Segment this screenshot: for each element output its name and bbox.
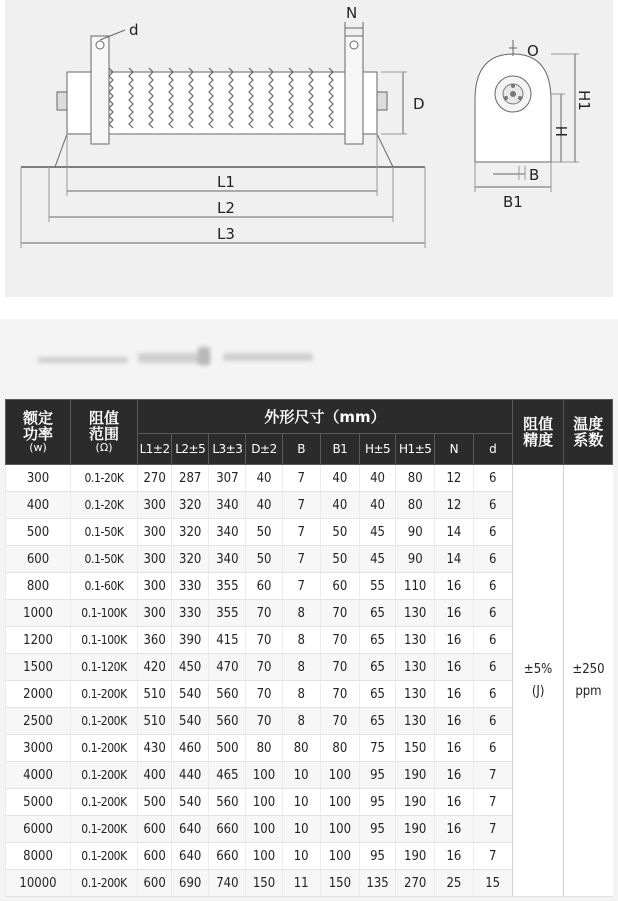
table-cell: 300 (138, 600, 172, 627)
table-cell: 800 (6, 573, 71, 600)
table-cell: 80 (396, 492, 435, 519)
table-cell: 4000 (6, 762, 71, 789)
header-temp-coefficient: 温度 系数 (564, 400, 613, 465)
spec-section (0, 319, 618, 901)
table-cell: 340 (209, 546, 246, 573)
table-cell: 465 (209, 762, 246, 789)
table-cell: 0.1-200K (71, 870, 138, 897)
table-cell: 460 (172, 735, 209, 762)
table-cell: 10 (282, 762, 320, 789)
table-cell: 45 (359, 546, 395, 573)
table-cell: 70 (320, 600, 359, 627)
table-cell: 600 (138, 816, 172, 843)
table-cell: 80 (282, 735, 320, 762)
table-cell: 640 (172, 816, 209, 843)
label-H1: H1 (575, 90, 593, 111)
side-view (475, 40, 593, 211)
table-cell: 1000 (6, 600, 71, 627)
table-cell: 660 (209, 816, 246, 843)
table-cell: 95 (359, 843, 395, 870)
table-cell: 100 (320, 816, 359, 843)
header-dimensions: 外形尺寸（mm） (138, 400, 513, 434)
temp-coefficient-cell: ±250 ppm (564, 465, 613, 897)
table-cell: 100 (246, 843, 282, 870)
table-cell: 300 (138, 519, 172, 546)
table-cell: 355 (209, 600, 246, 627)
subheader-cell: B1 (320, 434, 359, 465)
table-cell: 50 (246, 519, 282, 546)
table-cell: 300 (6, 465, 71, 492)
table-cell: 6 (473, 465, 512, 492)
table-cell: 690 (172, 870, 209, 897)
table-cell: 6 (473, 573, 512, 600)
subheader-cell: L2±5 (172, 434, 209, 465)
table-cell: 600 (138, 870, 172, 897)
table-cell: 100 (320, 789, 359, 816)
table-cell: 0.1-200K (71, 816, 138, 843)
table-cell: 190 (396, 843, 435, 870)
table-cell: 0.1-200K (71, 789, 138, 816)
table-cell: 600 (6, 546, 71, 573)
label-B: B (529, 166, 540, 184)
table-cell: 80 (320, 735, 359, 762)
table-cell: 540 (172, 789, 209, 816)
table-cell: 0.1-100K (71, 600, 138, 627)
table-cell: 130 (396, 600, 435, 627)
table-cell: 7 (473, 762, 512, 789)
table-row (6, 465, 613, 492)
subheader-cell: H1±5 (396, 434, 435, 465)
table-cell: 320 (172, 492, 209, 519)
table-cell: 70 (320, 654, 359, 681)
table-cell: 560 (209, 681, 246, 708)
table-cell: 330 (172, 573, 209, 600)
table-cell: 2000 (6, 681, 71, 708)
table-cell: 420 (138, 654, 172, 681)
table-cell: 130 (396, 708, 435, 735)
table-cell: 600 (138, 843, 172, 870)
table-cell: 300 (138, 492, 172, 519)
table-cell: 11 (282, 870, 320, 897)
table-cell: 740 (209, 870, 246, 897)
subheader-cell: L3±3 (209, 434, 246, 465)
table-cell: 500 (6, 519, 71, 546)
table-cell: 75 (359, 735, 395, 762)
table-cell: 3000 (6, 735, 71, 762)
table-cell: 70 (320, 681, 359, 708)
table-cell: 150 (396, 735, 435, 762)
dimension-diagram (5, 0, 613, 297)
table-cell: 130 (396, 654, 435, 681)
table-cell: 110 (396, 573, 435, 600)
table-cell: 10 (282, 789, 320, 816)
label-O: O (527, 42, 539, 60)
table-cell: 0.1-20K (71, 465, 138, 492)
table-cell: 0.1-200K (71, 735, 138, 762)
table-cell: 0.1-100K (71, 627, 138, 654)
table-cell: 135 (359, 870, 395, 897)
table-cell: 0.1-50K (71, 519, 138, 546)
label-L2: L2 (217, 199, 235, 217)
table-cell: 0.1-200K (71, 681, 138, 708)
table-cell: 70 (246, 681, 282, 708)
label-L3: L3 (217, 225, 235, 243)
spec-table (5, 399, 613, 897)
table-cell: 70 (246, 627, 282, 654)
table-cell: 10 (282, 816, 320, 843)
table-cell: 0.1-200K (71, 843, 138, 870)
table-cell: 65 (359, 654, 395, 681)
table-cell: 6000 (6, 816, 71, 843)
table-cell: 14 (435, 546, 473, 573)
table-cell: 190 (396, 816, 435, 843)
table-cell: 1500 (6, 654, 71, 681)
table-cell: 65 (359, 627, 395, 654)
table-cell: 400 (6, 492, 71, 519)
table-cell: 6 (473, 654, 512, 681)
label-N: N (346, 4, 358, 22)
table-cell: 40 (359, 492, 395, 519)
table-cell: 560 (209, 789, 246, 816)
table-cell: 40 (320, 465, 359, 492)
table-cell: 55 (359, 573, 395, 600)
table-cell: 40 (246, 492, 282, 519)
label-L1: L1 (217, 173, 235, 191)
table-cell: 15 (473, 870, 512, 897)
table-cell: 80 (246, 735, 282, 762)
subheader-cell: L1±2 (138, 434, 172, 465)
table-cell: 100 (246, 789, 282, 816)
table-cell: 7 (282, 546, 320, 573)
subheader-cell: N (435, 434, 473, 465)
table-cell: 0.1-20K (71, 492, 138, 519)
accuracy-cell: ±5% (J) (512, 465, 564, 897)
table-cell: 270 (396, 870, 435, 897)
table-cell: 560 (209, 708, 246, 735)
table-cell: 16 (435, 735, 473, 762)
table-cell: 7 (473, 843, 512, 870)
table-cell: 40 (246, 465, 282, 492)
table-cell: 6 (473, 681, 512, 708)
table-cell: 6 (473, 519, 512, 546)
label-H: H (553, 125, 571, 137)
table-cell: 0.1-200K (71, 708, 138, 735)
table-cell: 300 (138, 546, 172, 573)
table-cell: 16 (435, 627, 473, 654)
table-cell: 7 (473, 789, 512, 816)
table-cell: 150 (246, 870, 282, 897)
table-cell: 100 (320, 762, 359, 789)
table-cell: 65 (359, 600, 395, 627)
table-cell: 0.1-60K (71, 573, 138, 600)
table-cell: 390 (172, 627, 209, 654)
table-cell: 340 (209, 492, 246, 519)
table-cell: 330 (172, 600, 209, 627)
table-cell: 70 (246, 600, 282, 627)
table-cell: 10 (282, 843, 320, 870)
table-cell: 6 (473, 492, 512, 519)
table-cell: 130 (396, 627, 435, 654)
table-cell: 320 (172, 519, 209, 546)
table-cell: 415 (209, 627, 246, 654)
section-gap (0, 297, 618, 319)
table-cell: 300 (138, 573, 172, 600)
table-cell: 16 (435, 789, 473, 816)
table-cell: 430 (138, 735, 172, 762)
table-cell: 5000 (6, 789, 71, 816)
table-cell: 6 (473, 600, 512, 627)
table-cell: 25 (435, 870, 473, 897)
table-cell: 16 (435, 600, 473, 627)
table-cell: 500 (138, 789, 172, 816)
subheader-cell: H±5 (359, 434, 395, 465)
table-cell: 8 (282, 600, 320, 627)
table-cell: 8 (282, 681, 320, 708)
table-cell: 6 (473, 708, 512, 735)
table-cell: 16 (435, 654, 473, 681)
table-cell: 130 (396, 681, 435, 708)
table-cell: 510 (138, 681, 172, 708)
table-cell: 60 (320, 573, 359, 600)
spec-body (6, 465, 613, 897)
table-cell: 190 (396, 789, 435, 816)
table-cell: 7 (282, 573, 320, 600)
table-cell: 45 (359, 519, 395, 546)
table-cell: 16 (435, 681, 473, 708)
table-cell: 440 (172, 762, 209, 789)
table-cell: 307 (209, 465, 246, 492)
subheader-cell: D±2 (246, 434, 282, 465)
table-cell: 40 (359, 465, 395, 492)
table-cell: 50 (246, 546, 282, 573)
table-cell: 8 (282, 627, 320, 654)
table-cell: 12 (435, 465, 473, 492)
table-cell: 65 (359, 708, 395, 735)
label-D: D (413, 95, 425, 113)
header-power: 额定 功率 (w) (6, 400, 71, 465)
table-cell: 80 (396, 465, 435, 492)
table-cell: 70 (320, 708, 359, 735)
table-cell: 287 (172, 465, 209, 492)
table-cell: 90 (396, 546, 435, 573)
table-cell: 540 (172, 708, 209, 735)
table-cell: 190 (396, 762, 435, 789)
table-cell: 16 (435, 762, 473, 789)
table-cell: 7 (282, 519, 320, 546)
table-cell: 470 (209, 654, 246, 681)
table-cell: 40 (320, 492, 359, 519)
table-cell: 70 (246, 654, 282, 681)
table-cell: 100 (320, 843, 359, 870)
table-cell: 16 (435, 816, 473, 843)
table-cell: 65 (359, 681, 395, 708)
table-cell: 6 (473, 627, 512, 654)
table-cell: 50 (320, 546, 359, 573)
table-cell: 0.1-50K (71, 546, 138, 573)
table-cell: 400 (138, 762, 172, 789)
table-cell: 12 (435, 492, 473, 519)
blurred-heading (18, 339, 318, 379)
table-cell: 2500 (6, 708, 71, 735)
header-accuracy: 阻值 精度 (512, 400, 564, 465)
table-cell: 660 (209, 843, 246, 870)
resistor-drawing (5, 0, 613, 297)
table-cell: 90 (396, 519, 435, 546)
table-cell: 8000 (6, 843, 71, 870)
table-cell: 8 (282, 654, 320, 681)
table-cell: 100 (246, 762, 282, 789)
table-cell: 16 (435, 573, 473, 600)
table-cell: 510 (138, 708, 172, 735)
table-cell: 640 (172, 843, 209, 870)
table-cell: 70 (320, 627, 359, 654)
table-cell: 95 (359, 762, 395, 789)
table-cell: 60 (246, 573, 282, 600)
table-cell: 100 (246, 816, 282, 843)
table-cell: 150 (320, 870, 359, 897)
table-cell: 6 (473, 546, 512, 573)
table-cell: 16 (435, 843, 473, 870)
table-cell: 70 (246, 708, 282, 735)
table-cell: 500 (209, 735, 246, 762)
table-cell: 360 (138, 627, 172, 654)
table-cell: 95 (359, 816, 395, 843)
header-range: 阻值 范围 (Ω) (71, 400, 138, 465)
table-cell: 340 (209, 519, 246, 546)
table-cell: 8 (282, 708, 320, 735)
table-cell: 270 (138, 465, 172, 492)
table-cell: 50 (320, 519, 359, 546)
subheader-cell: d (473, 434, 512, 465)
label-B1: B1 (503, 193, 523, 211)
table-cell: 14 (435, 519, 473, 546)
subheader-cell: B (282, 434, 320, 465)
table-cell: 355 (209, 573, 246, 600)
table-cell: 6 (473, 735, 512, 762)
table-cell: 95 (359, 789, 395, 816)
label-d: d (129, 21, 139, 39)
table-cell: 0.1-120K (71, 654, 138, 681)
table-cell: 7 (282, 465, 320, 492)
table-cell: 10000 (6, 870, 71, 897)
table-cell: 7 (282, 492, 320, 519)
table-cell: 540 (172, 681, 209, 708)
table-cell: 0.1-200K (71, 762, 138, 789)
table-cell: 320 (172, 546, 209, 573)
table-cell: 16 (435, 708, 473, 735)
table-cell: 1200 (6, 627, 71, 654)
table-cell: 7 (473, 816, 512, 843)
table-cell: 450 (172, 654, 209, 681)
